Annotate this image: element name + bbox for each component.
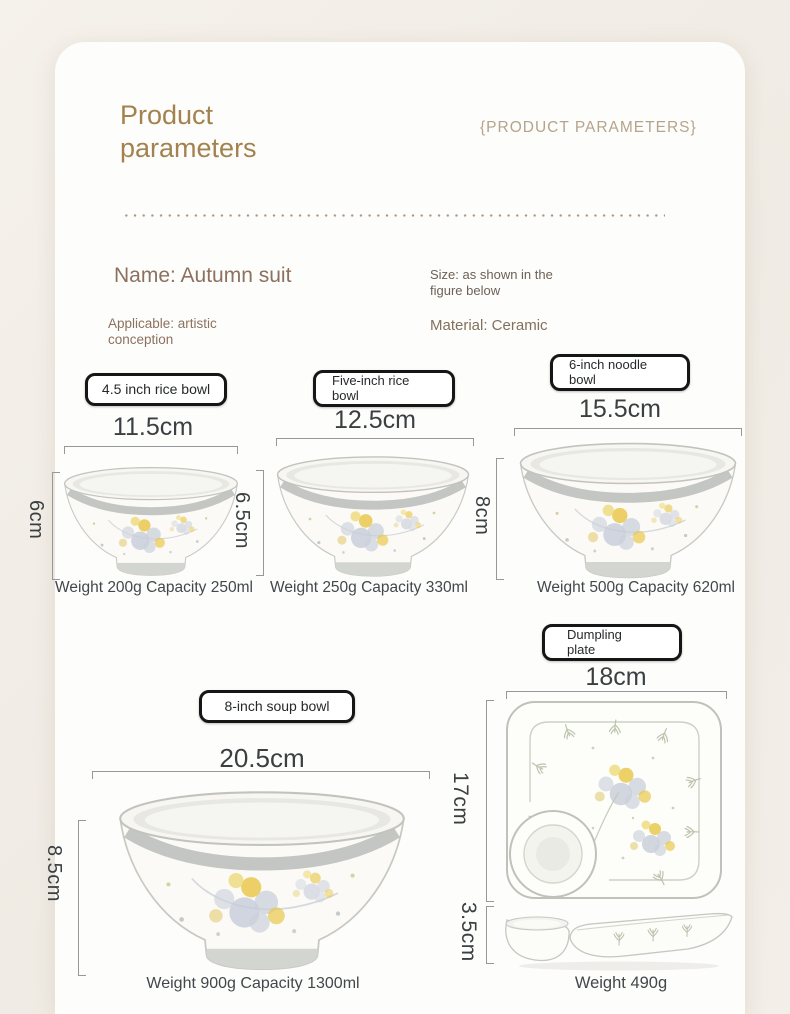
width-measurement: 12.5cm — [334, 406, 416, 434]
product-label-pill — [199, 690, 355, 723]
height-bracket — [256, 470, 264, 576]
height-measurement: 8cm — [471, 496, 493, 536]
product-label-pill — [542, 624, 682, 661]
height-bracket — [496, 458, 504, 580]
width-bracket — [276, 438, 474, 446]
page-title-line1: Product — [120, 100, 214, 130]
product-label-pill — [313, 370, 455, 407]
product-label: Dumpling plate — [567, 627, 622, 657]
noodle-bowl-6-photo — [512, 438, 744, 582]
product-label: 4.5 inch rice bowl — [101, 381, 211, 398]
side-height-bracket — [486, 906, 494, 964]
material-note: Material: Ceramic — [430, 317, 548, 334]
applicable-note: Applicable: artistic conception — [108, 316, 217, 347]
height-measurement: 6.5cm — [231, 492, 253, 549]
weight-capacity: Weight 250g Capacity 330ml — [270, 579, 468, 596]
dumpling-plate-side-photo — [497, 904, 739, 974]
product-label-pill — [85, 373, 227, 406]
width-measurement: 18cm — [585, 663, 647, 691]
rice-bowl-4-5-photo — [62, 458, 240, 584]
product-label: 8-inch soup bowl — [224, 698, 330, 715]
height-bracket — [486, 700, 494, 902]
side-height-measurement: 3.5cm — [457, 902, 480, 962]
height-measurement: 8.5cm — [43, 845, 65, 902]
width-bracket — [64, 446, 238, 454]
width-measurement: 11.5cm — [112, 413, 194, 441]
page-title — [120, 99, 257, 165]
product-label: Five-inch rice bowl — [332, 373, 410, 403]
product-label: 6-inch noodle bowl — [569, 357, 648, 387]
size-note: Size: as shown in the figure below — [430, 267, 553, 298]
weight-capacity: Weight 490g — [574, 974, 668, 992]
rice-bowl-5-photo — [272, 452, 474, 580]
weight-capacity: Weight 900g Capacity 1300ml — [146, 975, 360, 992]
height-bracket — [78, 820, 86, 976]
page-title-line2: parameters — [120, 133, 257, 163]
width-measurement: 20.5cm — [219, 743, 305, 773]
weight-capacity: Weight 500g Capacity 620ml — [537, 579, 735, 596]
height-measurement: 17cm — [449, 772, 472, 826]
width-bracket — [92, 771, 430, 779]
dotted-divider — [122, 214, 665, 217]
width-bracket — [514, 428, 742, 436]
dumpling-plate-top-photo — [503, 698, 727, 906]
product-label-pill — [550, 354, 690, 391]
weight-capacity: Weight 200g Capacity 250ml — [55, 579, 253, 596]
product-name: Name: Autumn suit — [114, 264, 292, 287]
height-measurement: 6cm — [25, 500, 47, 540]
width-measurement: 15.5cm — [579, 395, 661, 423]
page-tagline: {PRODUCT PARAMETERS} — [480, 119, 697, 136]
soup-bowl-8-photo — [86, 785, 438, 975]
height-bracket — [52, 472, 60, 580]
